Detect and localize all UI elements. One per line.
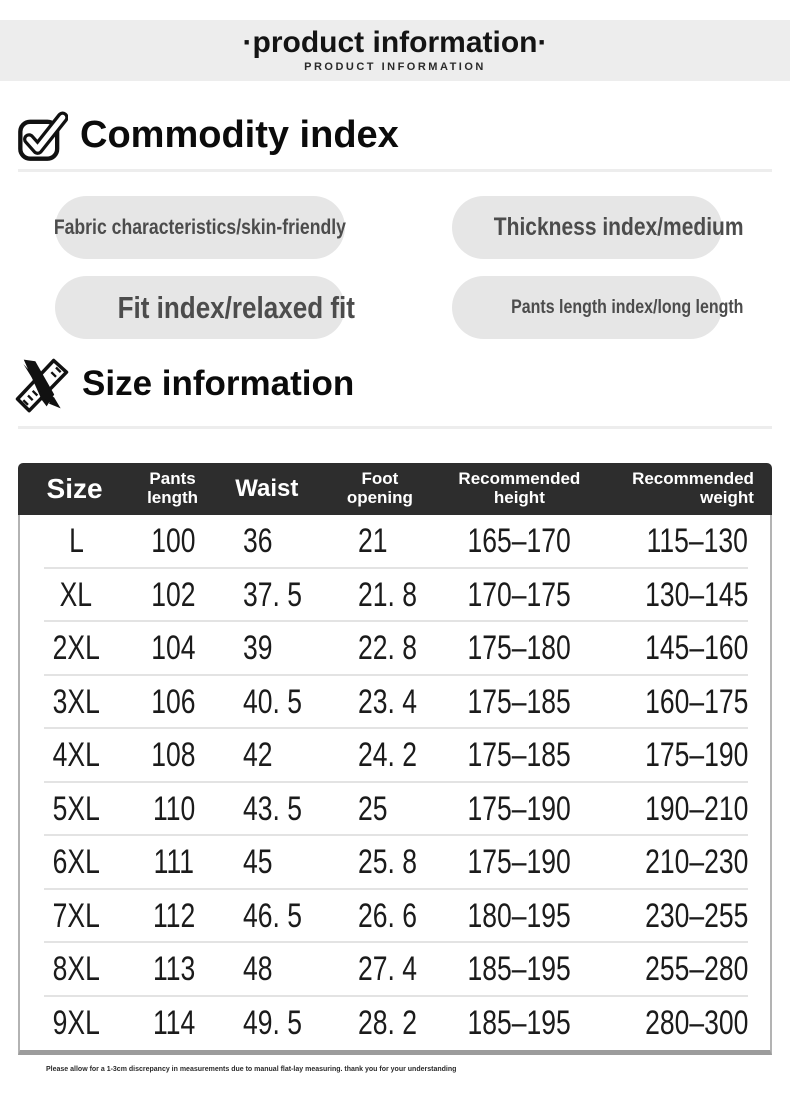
column-header-size: Size [46, 472, 103, 504]
table-cell: 280–300 [644, 1003, 748, 1042]
table-cell: 7XL [52, 896, 100, 935]
table-cell: 175–190 [467, 843, 571, 882]
table-cell: 2XL [52, 629, 100, 668]
table-cell: 175–180 [467, 629, 571, 668]
table-cell: 9XL [52, 1003, 100, 1042]
table-row [20, 997, 770, 1051]
table-cell: 170–175 [467, 575, 571, 614]
pill-fabric-characteristics [55, 196, 345, 259]
table-cell: 37. 5 [243, 575, 302, 614]
table-cell: 145–160 [644, 629, 748, 668]
size-information-title: Size information [82, 364, 355, 403]
table-cell: 110 [152, 789, 195, 828]
table-cell: L [68, 522, 84, 561]
table-row [20, 569, 770, 623]
table-cell: 106 [151, 682, 196, 721]
table-cell: 210–230 [644, 843, 748, 882]
divider [18, 169, 772, 172]
table-cell: 5XL [52, 789, 100, 828]
table-cell: 114 [152, 1003, 195, 1042]
table-cell: 21 [358, 522, 388, 561]
pill-label: Fabric characteristics/skin-friendly [53, 215, 347, 239]
table-cell: 111 [153, 843, 194, 882]
table-cell: 255–280 [644, 950, 748, 989]
pill-label: Pants length index/long length [510, 296, 744, 318]
table-cell: 25. 8 [358, 843, 417, 882]
table-cell: 23. 4 [358, 682, 417, 721]
table-row [20, 515, 770, 569]
table-row [20, 783, 770, 837]
table-row [20, 943, 770, 997]
table-cell: 108 [151, 736, 196, 775]
table-cell: 3XL [52, 682, 100, 721]
table-cell: 28. 2 [358, 1003, 417, 1042]
pill-label: Thickness index/medium [494, 213, 744, 241]
pill-thickness-index [452, 196, 744, 259]
column-header-recommended-height: Recommended height [458, 469, 581, 507]
pill-label: Fit index/relaxed fit [117, 289, 355, 325]
table-cell: 40. 5 [243, 682, 302, 721]
table-cell: 104 [151, 629, 196, 668]
measurement-disclaimer: Please allow for a 1-3cm discrepancy in measurements due to manual flat-lay measuring. thank you for your understanding [36, 1061, 466, 1078]
banner [0, 20, 790, 81]
table-cell: 49. 5 [243, 1003, 302, 1042]
table-cell: 180–195 [467, 896, 571, 935]
table-cell: 45 [243, 843, 273, 882]
table-row [20, 622, 770, 676]
table-cell: 160–175 [644, 682, 748, 721]
table-row [20, 729, 770, 783]
table-cell: 100 [151, 522, 196, 561]
table-cell: 175–185 [467, 682, 571, 721]
table-cell: 185–195 [467, 950, 571, 989]
table-cell: 175–185 [467, 736, 571, 775]
table-cell: 185–195 [467, 1003, 571, 1042]
table-cell: 24. 2 [358, 736, 417, 775]
banner-subtitle: PRODUCT INFORMATION [304, 61, 486, 73]
size-table-body [18, 515, 772, 1055]
table-cell: 165–170 [467, 522, 571, 561]
table-cell: 230–255 [644, 896, 748, 935]
table-cell: 48 [243, 950, 273, 989]
pill-fit-index [55, 276, 355, 339]
table-cell: 4XL [52, 736, 100, 775]
table-row [20, 836, 770, 890]
table-cell: 190–210 [644, 789, 748, 828]
table-cell: 42 [243, 736, 273, 775]
table-cell: 46. 5 [243, 896, 302, 935]
divider [18, 426, 772, 429]
table-cell: 21. 8 [358, 575, 417, 614]
table-cell: 26. 6 [358, 896, 417, 935]
pill-pants-length-index [452, 276, 744, 339]
banner-title: ·product information· [242, 26, 548, 59]
commodity-index-title: Commodity index [80, 114, 399, 156]
column-header-recommended-weight: Recommended weight [632, 469, 754, 507]
checkbox-check-icon [16, 111, 68, 163]
table-row [20, 890, 770, 944]
table-cell: 175–190 [467, 789, 571, 828]
table-cell: 36 [243, 522, 273, 561]
size-table-header [18, 463, 772, 515]
table-cell: 102 [151, 575, 196, 614]
table-cell: XL [60, 575, 93, 614]
table-cell: 113 [152, 950, 195, 989]
table-cell: 130–145 [644, 575, 748, 614]
column-header-pants-length: Pants length [147, 469, 199, 507]
column-header-foot-opening: Foot opening [346, 469, 413, 507]
table-cell: 115–130 [646, 522, 748, 561]
ruler-pencil-icon [14, 356, 70, 414]
table-cell: 8XL [52, 950, 100, 989]
table-cell: 39 [243, 629, 273, 668]
table-cell: 22. 8 [358, 629, 417, 668]
table-cell: 175–190 [644, 736, 748, 775]
column-header-waist: Waist [235, 474, 299, 502]
table-cell: 6XL [52, 843, 100, 882]
table-cell: 43. 5 [243, 789, 302, 828]
table-cell: 25 [358, 789, 388, 828]
table-cell: 27. 4 [358, 950, 417, 989]
table-cell: 112 [152, 896, 195, 935]
table-row [20, 676, 770, 730]
